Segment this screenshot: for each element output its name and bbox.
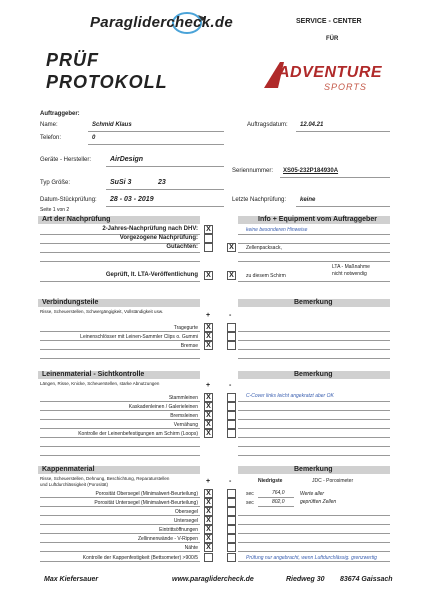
last-check-label: Letzte Nachprüfung: bbox=[232, 197, 287, 203]
s4-row3-minus-box[interactable] bbox=[227, 507, 236, 516]
s3-row3-checkbox[interactable]: X bbox=[204, 411, 213, 420]
s4-row7-checkbox[interactable]: X bbox=[204, 543, 213, 552]
s4-row4-label: Untersegel bbox=[173, 518, 198, 524]
s1-lta-label: Geprüft, lt. LTA-Veröffentlichung bbox=[105, 272, 198, 278]
s4-row1-checkbox[interactable]: X bbox=[204, 489, 213, 498]
last-check-value: keine bbox=[300, 197, 316, 203]
logo-left bbox=[90, 12, 250, 34]
s4-row7-label: Nähte bbox=[184, 545, 198, 551]
section3-right-title: Bemerkung bbox=[294, 371, 333, 378]
s4-row5-checkbox[interactable]: X bbox=[204, 525, 213, 534]
section2-subtitle: Risse, Scheuerstellen, Schwergängigkeit, Vollständigkeit usw. bbox=[40, 309, 164, 314]
s1-pack-checkbox[interactable]: X bbox=[227, 243, 236, 252]
s2-row1-label: Tragegurte bbox=[173, 325, 198, 331]
s4-porosimeter-label: JDC - Porosimeter bbox=[312, 478, 354, 484]
s3-row4-checkbox[interactable]: X bbox=[204, 420, 213, 429]
s3-row4-minus-box[interactable] bbox=[227, 420, 236, 429]
section1-right-title: Info + Equipment vom Auftraggeber bbox=[258, 216, 377, 223]
s4-row5-label: Eintrittsöffnungen bbox=[159, 527, 198, 533]
s3-row3-label: Bremsleinen bbox=[170, 413, 198, 419]
footer-website[interactable]: www.paraglidercheck.de bbox=[172, 576, 254, 583]
section3-subtitle: Längen, Risse, Knicke, Scheuerstellen, starke Abnutzungen bbox=[40, 381, 160, 386]
s1-lta-checkbox[interactable]: X bbox=[204, 271, 213, 280]
s1-info-note: keine besonderen Hinweise bbox=[246, 227, 308, 233]
s1-row2-checkbox[interactable] bbox=[204, 234, 213, 243]
s3-row3-minus-box[interactable] bbox=[227, 411, 236, 420]
footer-name: Max Kiefersauer bbox=[44, 576, 99, 583]
s3-row4-label: Vernähung bbox=[173, 422, 198, 428]
s2-plus: + bbox=[206, 312, 211, 319]
s4-row7-minus-box[interactable] bbox=[227, 543, 236, 552]
logo-right-main: ADVENTURE bbox=[278, 64, 383, 81]
s4-row2-checkbox[interactable]: X bbox=[204, 498, 213, 507]
size-value: 23 bbox=[158, 179, 166, 186]
section4-right-title: Bemerkung bbox=[294, 466, 333, 473]
s2-row1-minus-box[interactable] bbox=[227, 323, 236, 332]
name-value: Schmid Klaus bbox=[92, 122, 132, 128]
s3-row1-label: Stammleinen bbox=[168, 395, 198, 401]
s1-schirm-label: zu diesem Schirm bbox=[246, 273, 286, 279]
s4-row4-minus-box[interactable] bbox=[227, 516, 236, 525]
s3-row1-minus-box[interactable] bbox=[227, 393, 236, 402]
s4-sec2-value: 802,0 bbox=[272, 499, 285, 505]
s4-sec2-label: sec bbox=[246, 500, 254, 506]
s4-row2-minus-box[interactable] bbox=[227, 498, 236, 507]
s4-row6-label: Zellinnenwände - V-Rippen bbox=[137, 536, 198, 542]
client-heading: Auftraggeber: bbox=[40, 111, 80, 117]
serial-label: Seriennummer: bbox=[232, 168, 274, 174]
s1-row3-checkbox[interactable] bbox=[204, 243, 213, 252]
s4-row8-checkbox[interactable] bbox=[204, 553, 213, 562]
s3-row1-checkbox[interactable]: X bbox=[204, 393, 213, 402]
s1-pack-label: Zellenpacksack, bbox=[246, 245, 282, 251]
s4-row4-checkbox[interactable]: X bbox=[204, 516, 213, 525]
section2-title: Verbindungsteile bbox=[42, 299, 99, 306]
s1-row1-label: 2-Jahres-Nachprüfung nach DHV: bbox=[102, 226, 198, 232]
s3-row2-checkbox[interactable]: X bbox=[204, 402, 213, 411]
s4-minus: - bbox=[229, 478, 232, 485]
phone-label: Telefon: bbox=[40, 135, 62, 141]
s3-plus: + bbox=[206, 382, 211, 389]
s4-cells-note-1: Werte aller bbox=[300, 491, 325, 497]
section1-title: Art der Nachprüfung bbox=[42, 216, 111, 223]
date-label: Datum-Stückprüfung: bbox=[40, 197, 97, 203]
s4-sec1-label: sec bbox=[246, 491, 254, 497]
s1-row2-label: Vorgezogene Nachprüfung: bbox=[119, 235, 198, 241]
s2-row2-label: Leinenschlösser mit Leinen-Sammler Clips o. Gummi bbox=[80, 334, 198, 340]
logo-right-sub: SPORTS bbox=[324, 82, 367, 92]
s2-row1-checkbox[interactable]: X bbox=[204, 323, 213, 332]
s3-row5-label: Kontrolle der Leinenbefestigungen am Schirm (Loops) bbox=[78, 431, 198, 437]
s4-row5-minus-box[interactable] bbox=[227, 525, 236, 534]
type-value: SuSi 3 bbox=[110, 179, 132, 186]
s4-lowest-label: Niedrigste bbox=[258, 478, 283, 484]
name-label: Name: bbox=[40, 122, 58, 128]
section2-right-title: Bemerkung bbox=[294, 299, 333, 306]
s2-minus: - bbox=[229, 312, 232, 319]
s4-row6-checkbox[interactable]: X bbox=[204, 534, 213, 543]
s1-row1-checkbox[interactable]: X bbox=[204, 225, 213, 234]
logo-right bbox=[262, 60, 422, 100]
s1-lta-measure-1: LTA - Maßnahme bbox=[332, 264, 370, 270]
s4-row8-label: Kontrolle der Kappenfestigkeit (Bettsometer) >900/5 bbox=[82, 555, 198, 561]
section4-subtitle2: und Luftdurchlässigkeit (Porosität) bbox=[40, 482, 109, 487]
phone-value: 0 bbox=[92, 135, 96, 141]
s1-row3-label: Gutachten: bbox=[166, 244, 198, 250]
s4-row6-minus-box[interactable] bbox=[227, 534, 236, 543]
s4-row2-label: Porosität Untersegel (Minimalwert-Beurteilung) bbox=[94, 500, 198, 506]
section3-title: Leinenmaterial - Sichtkontrolle bbox=[42, 371, 145, 378]
type-label: Typ Größe: bbox=[40, 180, 71, 186]
s4-bottom-note: Prüfung nur angebracht, wenn Luftdurchlässig. grenzwertig bbox=[246, 555, 377, 561]
service-center-label: SERVICE - CENTER bbox=[296, 18, 362, 25]
title-line2: PROTOKOLL bbox=[46, 72, 168, 92]
date-value: 28 - 03 - 2019 bbox=[110, 196, 154, 203]
s4-row3-label: Obersegel bbox=[174, 509, 198, 515]
s4-row1-minus-box[interactable] bbox=[227, 489, 236, 498]
s2-row2-checkbox[interactable]: X bbox=[204, 332, 213, 341]
s4-cells-note-2: geprüften Zellen bbox=[300, 499, 337, 505]
footer-street: Riedweg 30 bbox=[286, 576, 325, 583]
s3-row2-label: Kaskadenleinen / Galerieleinen bbox=[128, 404, 198, 410]
footer-city: 83674 Gaissach bbox=[340, 576, 393, 583]
order-date-value: 12.04.21 bbox=[300, 122, 324, 128]
s3-row5-checkbox[interactable]: X bbox=[204, 429, 213, 438]
s4-row3-checkbox[interactable]: X bbox=[204, 507, 213, 516]
s3-note: C-Cover links leicht angekratzt aber OK bbox=[246, 393, 334, 399]
service-for-label: FÜR bbox=[326, 36, 339, 42]
s2-row3-label: Bremse bbox=[180, 343, 198, 349]
s1-lta-measure-2: nicht notwendig bbox=[332, 271, 367, 277]
s4-sec1-value: 764,0 bbox=[272, 490, 285, 496]
logo-left-text: Paraglidercheck.de bbox=[90, 14, 233, 31]
s2-row3-checkbox[interactable]: X bbox=[204, 341, 213, 350]
s3-row2-minus-box[interactable] bbox=[227, 402, 236, 411]
maker-value: AirDesign bbox=[110, 156, 144, 163]
s1-lta-checkbox2[interactable]: X bbox=[227, 271, 236, 280]
s4-row8-minus-box[interactable] bbox=[227, 553, 236, 562]
maker-label: Geräte - Hersteller: bbox=[40, 157, 92, 163]
s2-row3-minus-box[interactable] bbox=[227, 341, 236, 350]
order-date-label: Auftragsdatum: bbox=[247, 122, 288, 128]
serial-value: XS05-232P184930A bbox=[283, 168, 339, 174]
title-line1: PRÜF bbox=[46, 50, 99, 70]
s4-plus: + bbox=[206, 478, 211, 485]
section4-title: Kappenmaterial bbox=[42, 466, 95, 473]
s4-row1-label: Porosität Obersegel (Minimalwert-Beurteilung) bbox=[95, 491, 198, 497]
s3-minus: - bbox=[229, 382, 232, 389]
s2-row2-minus-box[interactable] bbox=[227, 332, 236, 341]
s3-row5-minus-box[interactable] bbox=[227, 429, 236, 438]
section4-subtitle1: Risse, Scheuerstellen, Dehnung, Beschichtung, Reparaturstellen bbox=[40, 476, 170, 481]
page-info: Seite 1 von 2 bbox=[40, 207, 70, 213]
